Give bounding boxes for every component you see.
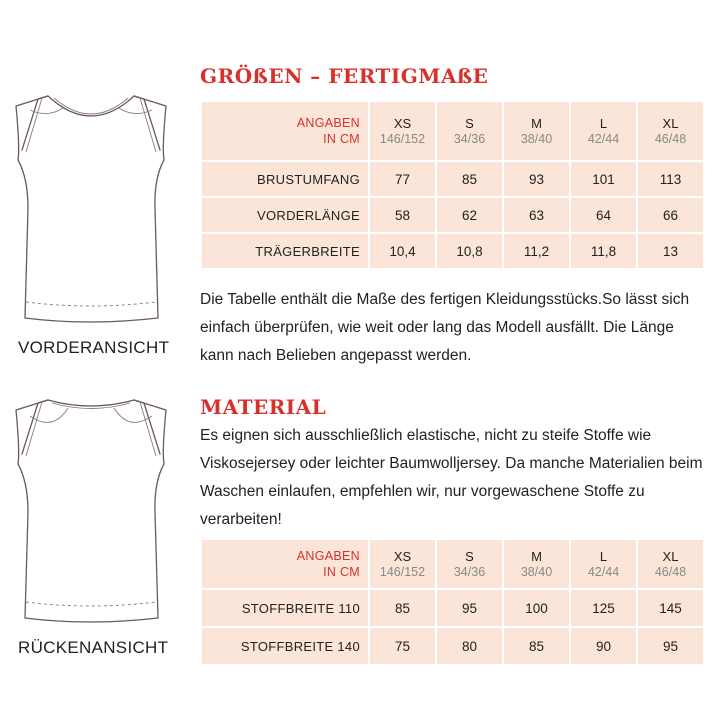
- size-column-header: XL 46/48: [637, 539, 704, 589]
- table-cell: 63: [503, 197, 570, 233]
- table-cell: 100: [503, 589, 570, 627]
- table-cell: 85: [436, 161, 503, 197]
- table-cell: 64: [570, 197, 637, 233]
- corner-label-line-1: ANGABEN: [296, 116, 360, 130]
- size-column-header: XL 46/48: [637, 101, 704, 161]
- table-row: [201, 233, 704, 269]
- size-column-header: S 34/36: [436, 101, 503, 161]
- table-cell: 11,8: [570, 233, 637, 269]
- size-column-header: S 34/36: [436, 539, 503, 589]
- corner-label-line-2: IN CM: [323, 565, 360, 579]
- fabric-corner-label: [201, 539, 369, 589]
- tank-top-back-sketch: [8, 392, 173, 632]
- table-cell: 80: [436, 627, 503, 665]
- sizes-corner-label: [201, 101, 369, 161]
- sizes-heading: GRÖßEN – FERTIGMAßE: [200, 64, 489, 88]
- material-description: Es eignen sich ausschließlich elastische, nicht zu steife Stoffe wie Viskosejersey oder leichter Baumwolljersey. Da manche Materialien beim Waschen einlaufen, empfehlen wir, nur vorgewaschene Stoffe zu verarbeiten!: [200, 427, 703, 528]
- table-cell: 101: [570, 161, 637, 197]
- table-row: [201, 627, 704, 665]
- size-column-header: L 42/44: [570, 539, 637, 589]
- table-cell: 11,2: [503, 233, 570, 269]
- table-cell: 125: [570, 589, 637, 627]
- size-column-header: XS 146/152: [369, 539, 436, 589]
- corner-label-line-2: IN CM: [323, 132, 360, 146]
- table-cell: 58: [369, 197, 436, 233]
- size-column-header: L 42/44: [570, 101, 637, 161]
- table-cell: 90: [570, 627, 637, 665]
- size-column-header: M 38/40: [503, 539, 570, 589]
- size-column-header: XS 146/152: [369, 101, 436, 161]
- fabric-table: [200, 538, 705, 666]
- row-label: TRÄGERBREITE: [201, 233, 369, 269]
- table-cell: 85: [369, 589, 436, 627]
- table-cell: 145: [637, 589, 704, 627]
- front-view-label: VORDERANSICHT: [18, 338, 170, 357]
- table-cell: 95: [637, 627, 704, 665]
- table-cell: 13: [637, 233, 704, 269]
- table-cell: 62: [436, 197, 503, 233]
- size-column-header: M 38/40: [503, 101, 570, 161]
- table-row: [201, 589, 704, 627]
- sizes-table: [200, 100, 705, 270]
- table-cell: 113: [637, 161, 704, 197]
- corner-label-line-1: ANGABEN: [296, 549, 360, 563]
- table-cell: 10,4: [369, 233, 436, 269]
- back-view-label: RÜCKENANSICHT: [18, 638, 169, 657]
- sizes-description: Die Tabelle enthält die Maße des fertigen Kleidungsstücks.So lässt sich einfach überprüfen, wie weit oder lang das Modell ausfällt. Die Länge kann nach Belieben angepasst werden.: [200, 291, 690, 364]
- row-label: VORDERLÄNGE: [201, 197, 369, 233]
- table-row: [201, 197, 704, 233]
- table-cell: 95: [436, 589, 503, 627]
- tank-top-front-sketch: [8, 88, 173, 333]
- table-row: [201, 161, 704, 197]
- row-label: BRUSTUMFANG: [201, 161, 369, 197]
- row-label: STOFFBREITE 110: [201, 589, 369, 627]
- table-cell: 66: [637, 197, 704, 233]
- row-label: STOFFBREITE 140: [201, 627, 369, 665]
- table-cell: 85: [503, 627, 570, 665]
- table-cell: 10,8: [436, 233, 503, 269]
- table-cell: 77: [369, 161, 436, 197]
- table-cell: 93: [503, 161, 570, 197]
- table-cell: 75: [369, 627, 436, 665]
- material-heading: MATERIAL: [200, 395, 327, 419]
